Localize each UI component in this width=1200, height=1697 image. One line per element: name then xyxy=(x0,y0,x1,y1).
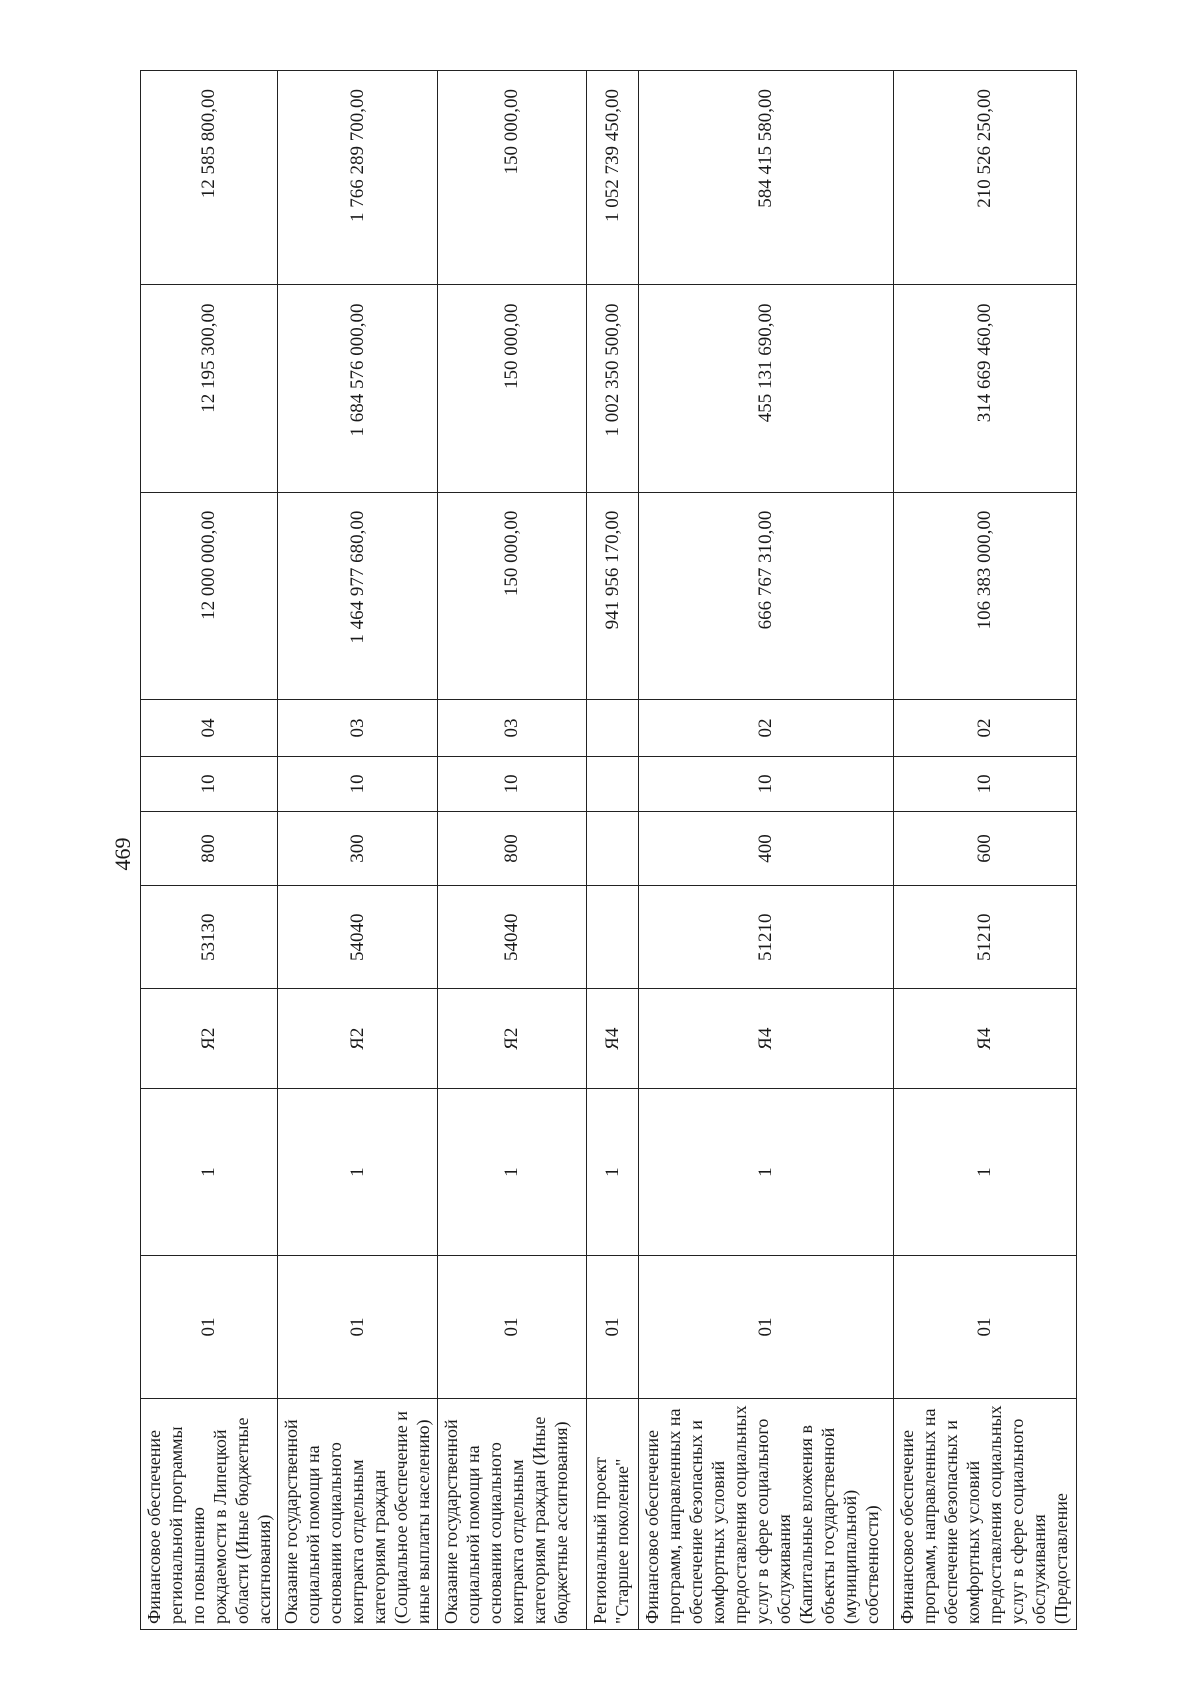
direction-code-cell: 54040 xyxy=(278,886,438,989)
subprogram-code-cell: 1 xyxy=(438,1089,587,1255)
amount-year1-cell: 12 000 000,00 xyxy=(141,492,278,699)
amount-year3-cell: 150 000,00 xyxy=(438,71,587,285)
program-code-cell: 01 xyxy=(894,1255,1077,1399)
page-number: 469 xyxy=(110,837,135,871)
amount-year3-cell: 12 585 800,00 xyxy=(141,71,278,285)
subprogram-code-cell: 1 xyxy=(894,1089,1077,1255)
section-cell: 10 xyxy=(278,757,438,811)
amount-year1-cell: 941 956 170,00 xyxy=(587,492,639,699)
table-row xyxy=(141,71,278,1630)
row-name-cell: Финансовое обеспечение региональной программы по повышению рождаемости в Липецкой области (Иные бюджетные ассигнования) xyxy=(141,1399,278,1630)
direction-code-cell: 51210 xyxy=(894,886,1077,989)
direction-code-cell: 53130 xyxy=(141,886,278,989)
direction-code-cell: 51210 xyxy=(639,886,894,989)
subsection-cell: 03 xyxy=(278,699,438,756)
program-code-cell: 01 xyxy=(141,1255,278,1399)
section-cell: 10 xyxy=(894,757,1077,811)
expense-type-cell: 800 xyxy=(438,811,587,886)
subprogram-code-cell: 1 xyxy=(639,1089,894,1255)
budget-table xyxy=(140,70,1077,1630)
subprogram-code-cell: 1 xyxy=(278,1089,438,1255)
table-row xyxy=(438,71,587,1630)
amount-year3-cell: 1 052 739 450,00 xyxy=(587,71,639,285)
amount-year1-cell: 106 383 000,00 xyxy=(894,492,1077,699)
section-cell: 10 xyxy=(639,757,894,811)
table-row xyxy=(278,71,438,1630)
table-row xyxy=(587,71,639,1630)
amount-year2-cell: 455 131 690,00 xyxy=(639,285,894,492)
program-code-cell: 01 xyxy=(438,1255,587,1399)
subsection-cell: 04 xyxy=(141,699,278,756)
subsection-cell: 03 xyxy=(438,699,587,756)
amount-year2-cell: 314 669 460,00 xyxy=(894,285,1077,492)
row-name-cell: Финансовое обеспечение программ, направленных на обеспечение безопасных и комфортных условий предоставления социальных услуг в сфере социального обслуживания (Капитальные вложения в объекты государственной (муниципальной) собственности) xyxy=(639,1399,894,1630)
row-name-cell: Оказание государственной социальной помощи на основании социального контракта отдельным категориям граждан (Социальное обеспечение и иные выплаты населению) xyxy=(278,1399,438,1630)
program-code-cell: 01 xyxy=(639,1255,894,1399)
amount-year1-cell: 666 767 310,00 xyxy=(639,492,894,699)
row-name-cell: Финансовое обеспечение программ, направленных на обеспечение безопасных и комфортных условий предоставления социальных услуг в сфере социального обслуживания (Предоставление xyxy=(894,1399,1077,1630)
subsection-cell: 02 xyxy=(894,699,1077,756)
expense-type-cell: 400 xyxy=(639,811,894,886)
budget-table-rotated xyxy=(140,70,1071,1630)
amount-year2-cell: 150 000,00 xyxy=(438,285,587,492)
amount-year1-cell: 150 000,00 xyxy=(438,492,587,699)
expense-type-cell: 600 xyxy=(894,811,1077,886)
project-code-cell: Я4 xyxy=(639,989,894,1090)
table-row xyxy=(894,71,1077,1630)
row-name-cell: Оказание государственной социальной помощи на основании социального контракта отдельным категориям граждан (Иные бюджетные ассигнования) xyxy=(438,1399,587,1630)
section-cell xyxy=(587,757,639,811)
amount-year3-cell: 210 526 250,00 xyxy=(894,71,1077,285)
amount-year3-cell: 1 766 289 700,00 xyxy=(278,71,438,285)
amount-year2-cell: 1 684 576 000,00 xyxy=(278,285,438,492)
subsection-cell xyxy=(587,699,639,756)
section-cell: 10 xyxy=(141,757,278,811)
program-code-cell: 01 xyxy=(587,1255,639,1399)
project-code-cell: Я2 xyxy=(141,989,278,1090)
amount-year1-cell: 1 464 977 680,00 xyxy=(278,492,438,699)
program-code-cell: 01 xyxy=(278,1255,438,1399)
project-code-cell: Я2 xyxy=(278,989,438,1090)
expense-type-cell xyxy=(587,811,639,886)
amount-year3-cell: 584 415 580,00 xyxy=(639,71,894,285)
amount-year2-cell: 12 195 300,00 xyxy=(141,285,278,492)
expense-type-cell: 800 xyxy=(141,811,278,886)
project-code-cell: Я4 xyxy=(587,989,639,1090)
subprogram-code-cell: 1 xyxy=(141,1089,278,1255)
direction-code-cell xyxy=(587,886,639,989)
project-code-cell: Я4 xyxy=(894,989,1077,1090)
expense-type-cell: 300 xyxy=(278,811,438,886)
direction-code-cell: 54040 xyxy=(438,886,587,989)
project-code-cell: Я2 xyxy=(438,989,587,1090)
row-name-cell: Региональный проект "Старшее поколение" xyxy=(587,1399,639,1630)
subprogram-code-cell: 1 xyxy=(587,1089,639,1255)
section-cell: 10 xyxy=(438,757,587,811)
amount-year2-cell: 1 002 350 500,00 xyxy=(587,285,639,492)
subsection-cell: 02 xyxy=(639,699,894,756)
table-row xyxy=(639,71,894,1630)
